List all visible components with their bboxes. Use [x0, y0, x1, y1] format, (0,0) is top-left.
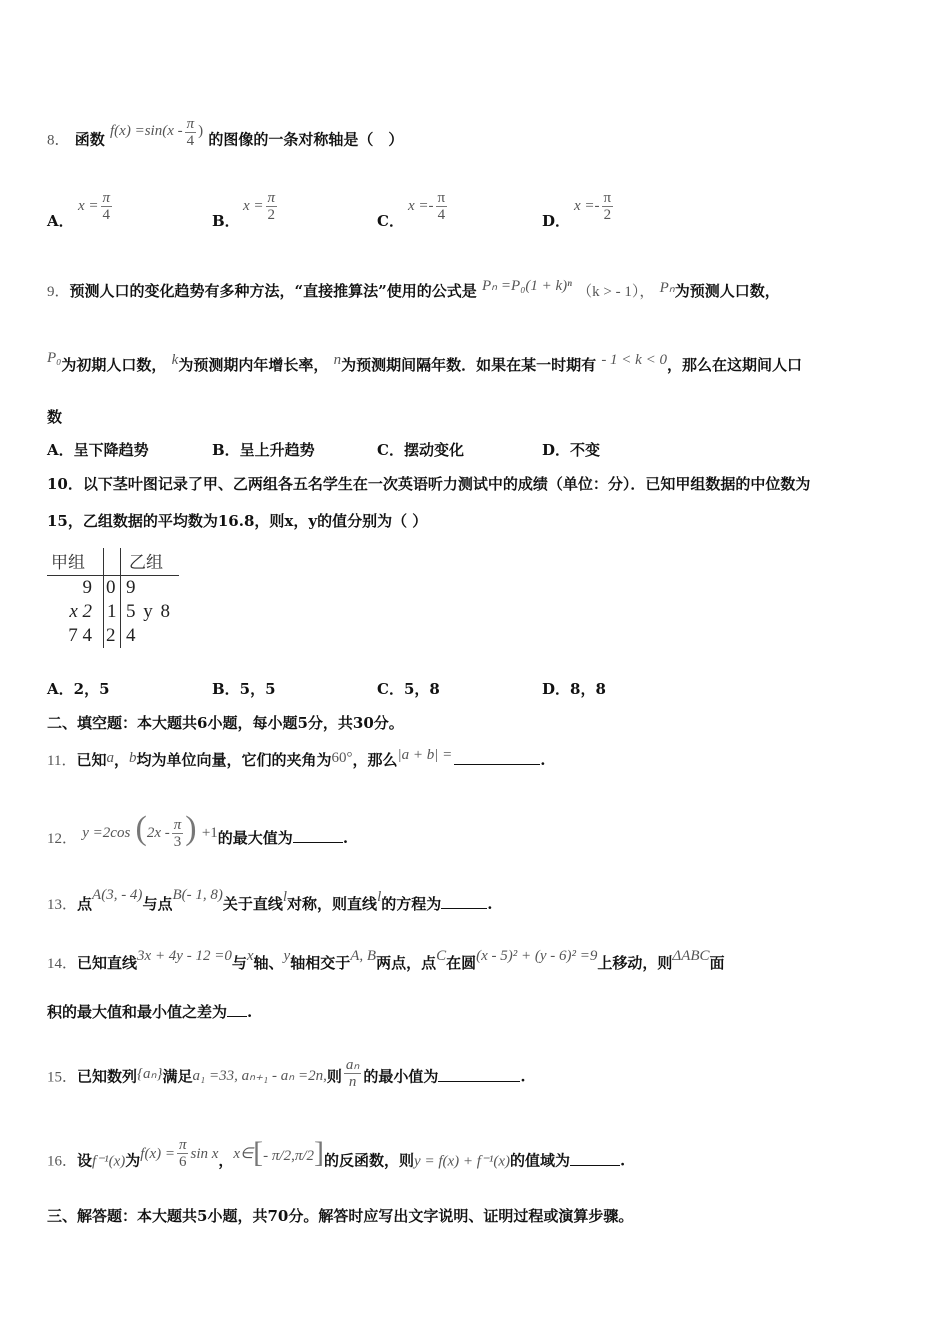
- q9-inequality: - 1 < k < 0: [601, 352, 667, 368]
- q8-post: 的图像的一条对称轴是（ ）: [208, 130, 404, 149]
- q11-answer-blank[interactable]: [454, 764, 540, 765]
- q16-number: 16．: [47, 1153, 78, 1170]
- q9-option-c[interactable]: C．摆动变化: [377, 441, 464, 459]
- q16-fraction: $\frac{\pi}{6}$: [178, 1137, 187, 1170]
- q14-triangle: ΔABC: [672, 948, 710, 964]
- q16-sin: sin x: [190, 1145, 219, 1162]
- question-11: 11．已知a，b均为单位向量，它们的夹角为60°，那么|a + b| = .: [47, 747, 546, 769]
- q16-domain-right: π/2: [294, 1147, 315, 1164]
- q14-answer-blank[interactable]: [227, 1016, 247, 1017]
- q11-a: a: [106, 750, 114, 766]
- question-16: 16．设f⁻¹(x)为f(x) = $\frac{\pi}{6}$ sin x，x∈[- π/2,π/2]的反函数，则y = f(x) + f⁻¹(x)的值域为 .: [47, 1135, 626, 1170]
- q10-option-a[interactable]: A．2，5: [47, 680, 110, 698]
- q8-option-c-math: x =- $\frac{\pi}{4}$: [408, 190, 446, 223]
- q10-option-b[interactable]: B．5，5: [212, 680, 276, 698]
- stem-row-1-left: 9: [82, 577, 92, 598]
- q10-option-d[interactable]: D．8，8: [542, 680, 606, 698]
- stem-row-3-stem: 2: [106, 625, 116, 646]
- q13-line-l: l: [282, 889, 288, 905]
- question-15: 15．已知数列{aₙ}满足a₁ =33, aₙ₊₁ - aₙ =2n,则 $\frac{\text{aₙ}}{n}$ 的最小值为 .: [47, 1057, 526, 1090]
- section-3-heading: 三、解答题：本大题共5小题，共70分。解答时应写出文字说明、证明过程或演算步骤。: [47, 1207, 634, 1225]
- q14-number: 14．: [47, 956, 78, 972]
- q13-number: 13．: [47, 897, 78, 913]
- stem-right-header: 乙组: [129, 553, 163, 573]
- q8-option-c[interactable]: C．: [377, 212, 404, 230]
- q15-answer-blank[interactable]: [438, 1081, 520, 1082]
- stem-row-1-stem: 0: [106, 577, 116, 598]
- q13-answer-blank[interactable]: [441, 908, 487, 909]
- q12-inner: 2x -: [146, 825, 170, 841]
- q12-answer-blank[interactable]: [293, 842, 343, 843]
- q8-option-a-math: x = $\frac{\pi}{4}$: [78, 190, 111, 223]
- q14-x: x: [246, 948, 254, 964]
- q16-sum: y = f(x) + f⁻¹(x): [414, 1153, 510, 1170]
- q15-condition: a₁ =33, aₙ₊₁ - aₙ =2n,: [192, 1067, 327, 1084]
- q8-option-b[interactable]: B．: [212, 212, 240, 230]
- q8-close: ): [198, 122, 204, 139]
- q11-expression: |a + b| =: [397, 747, 453, 763]
- question-10-line-2: 15，乙组数据的平均数为16.8，则x，y的值分别为（ ）: [47, 512, 428, 530]
- q16-domain-comma: ,: [291, 1147, 295, 1164]
- q14-c: C: [436, 948, 447, 964]
- q16-f: f(x) =: [140, 1145, 175, 1162]
- stem-row-2-right: 5 y 8: [126, 601, 170, 622]
- q16-inverse: f⁻¹(x): [92, 1153, 126, 1170]
- q8-option-a[interactable]: A．: [47, 212, 74, 230]
- q12-number: 12．: [47, 831, 78, 847]
- q12-expr-2: +1: [201, 825, 218, 841]
- q9-condition: （k > - 1），: [577, 284, 655, 300]
- q8-option-b-math: x = $\frac{\pi}{2}$: [243, 190, 276, 223]
- q8-expr: f(x) =sin(x -: [110, 122, 183, 139]
- q9-formula: Pₙ =P₀(1 + k)ⁿ: [482, 278, 572, 294]
- question-14-line-1: 14．已知直线3x + 4y - 12 =0与x轴、y轴相交于A, B两点，点C在圆(x - 5)² + (y - 6)² =9上移动，则ΔABC面: [47, 948, 725, 972]
- q8-option-d-math: x =- $\frac{\pi}{2}$: [574, 190, 612, 223]
- q8-number: 8．: [47, 132, 70, 149]
- q9-number: 9．: [47, 284, 70, 300]
- question-8: [47, 116, 404, 157]
- q9-option-d[interactable]: D．不变: [542, 441, 601, 459]
- q16-domain: x∈: [233, 1145, 254, 1162]
- q12-fraction: $\frac{\pi}{3}$: [173, 816, 182, 850]
- q16-answer-blank[interactable]: [570, 1165, 620, 1166]
- stem-left-header: 甲组: [51, 553, 85, 573]
- question-9-line-3: 数: [47, 408, 63, 426]
- stem-row-3-left: 7 4: [68, 625, 92, 646]
- q12-expr-1: y =2cos: [82, 825, 131, 841]
- q14-y: y: [283, 948, 291, 964]
- stem-row-2-left: x 2: [69, 601, 92, 622]
- q9-n: n: [333, 352, 342, 368]
- question-12: 12． y =2cos (2x - $\frac{\pi}{3}$ ) +1的最大值为 .: [47, 810, 349, 850]
- q12-paren-open: (: [135, 810, 147, 847]
- question-14-line-2: 积的最大值和最小值之差为 .: [47, 1003, 253, 1021]
- q13-point-a: A(3, - 4): [92, 887, 143, 903]
- stem-divider-right: [120, 548, 121, 648]
- q9-p0: P₀: [47, 350, 62, 366]
- q8-pre: 函数: [74, 130, 105, 149]
- section-2-heading: 二、填空题：本大题共6小题，每小题5分，共30分。: [47, 714, 404, 732]
- q9-option-a[interactable]: A．呈下降趋势: [47, 441, 149, 459]
- q14-line-eq: 3x + 4y - 12 =0: [137, 948, 232, 964]
- q11-angle: 60°: [331, 750, 353, 766]
- q16-bracket-open: [: [253, 1135, 264, 1169]
- stem-divider-left: [103, 548, 104, 648]
- stem-row-2-stem: 1: [107, 601, 117, 622]
- stem-header-rule: [47, 575, 179, 576]
- q16-bracket-close: ]: [314, 1135, 325, 1169]
- q11-number: 11．: [47, 753, 77, 769]
- stem-row-1-right: 9: [126, 577, 136, 598]
- q16-domain-left: - π/2: [263, 1147, 292, 1164]
- q13-point-b: B(- 1, 8): [172, 887, 223, 903]
- q13-line-l-2: l: [377, 889, 382, 905]
- question-9-line-1: 9．预测人口的变化趋势有多种方法，“直接推算法”使用的公式是 Pₙ =P₀(1 + k)ⁿ （k > - 1）， Pₙ为预测人口数，: [47, 278, 780, 300]
- stem-row-3-right: 4: [126, 625, 136, 646]
- question-10-line-1: 10．以下茎叶图记录了甲、乙两组各五名学生在一次英语听力测试中的成绩（单位：分）．已知甲组数据的中位数为: [47, 475, 811, 493]
- q9-pn: Pₙ: [659, 280, 675, 296]
- q14-circle: (x - 5)² + (y - 6)² =9: [476, 948, 598, 964]
- q9-option-b[interactable]: B．呈上升趋势: [212, 441, 315, 459]
- stem-leaf-plot: [47, 546, 182, 650]
- q11-b: b: [128, 750, 137, 766]
- question-9-line-2: P₀为初期人口数， k为预测期内年增长率， n为预测期间隔年数．如果在某一时期有 - 1 < k < 0，那么在这期间人口: [47, 350, 802, 374]
- q14-ab: A, B: [350, 948, 377, 964]
- q15-number: 15．: [47, 1069, 78, 1086]
- q15-fraction: $\frac{\text{aₙ}}{n}$: [345, 1057, 360, 1090]
- q9-k: k: [171, 352, 179, 368]
- q8-option-d[interactable]: D．: [542, 212, 571, 230]
- q10-option-c[interactable]: C．5，8: [377, 680, 440, 698]
- q12-paren-close: ): [185, 810, 197, 847]
- q8-fraction: $\frac{\pi}{4}$: [186, 116, 195, 149]
- q15-sequence: {aₙ}: [137, 1065, 163, 1082]
- question-13: 13．点A(3, - 4)与点B(- 1, 8)关于直线l对称，则直线l的方程为 .: [47, 887, 493, 913]
